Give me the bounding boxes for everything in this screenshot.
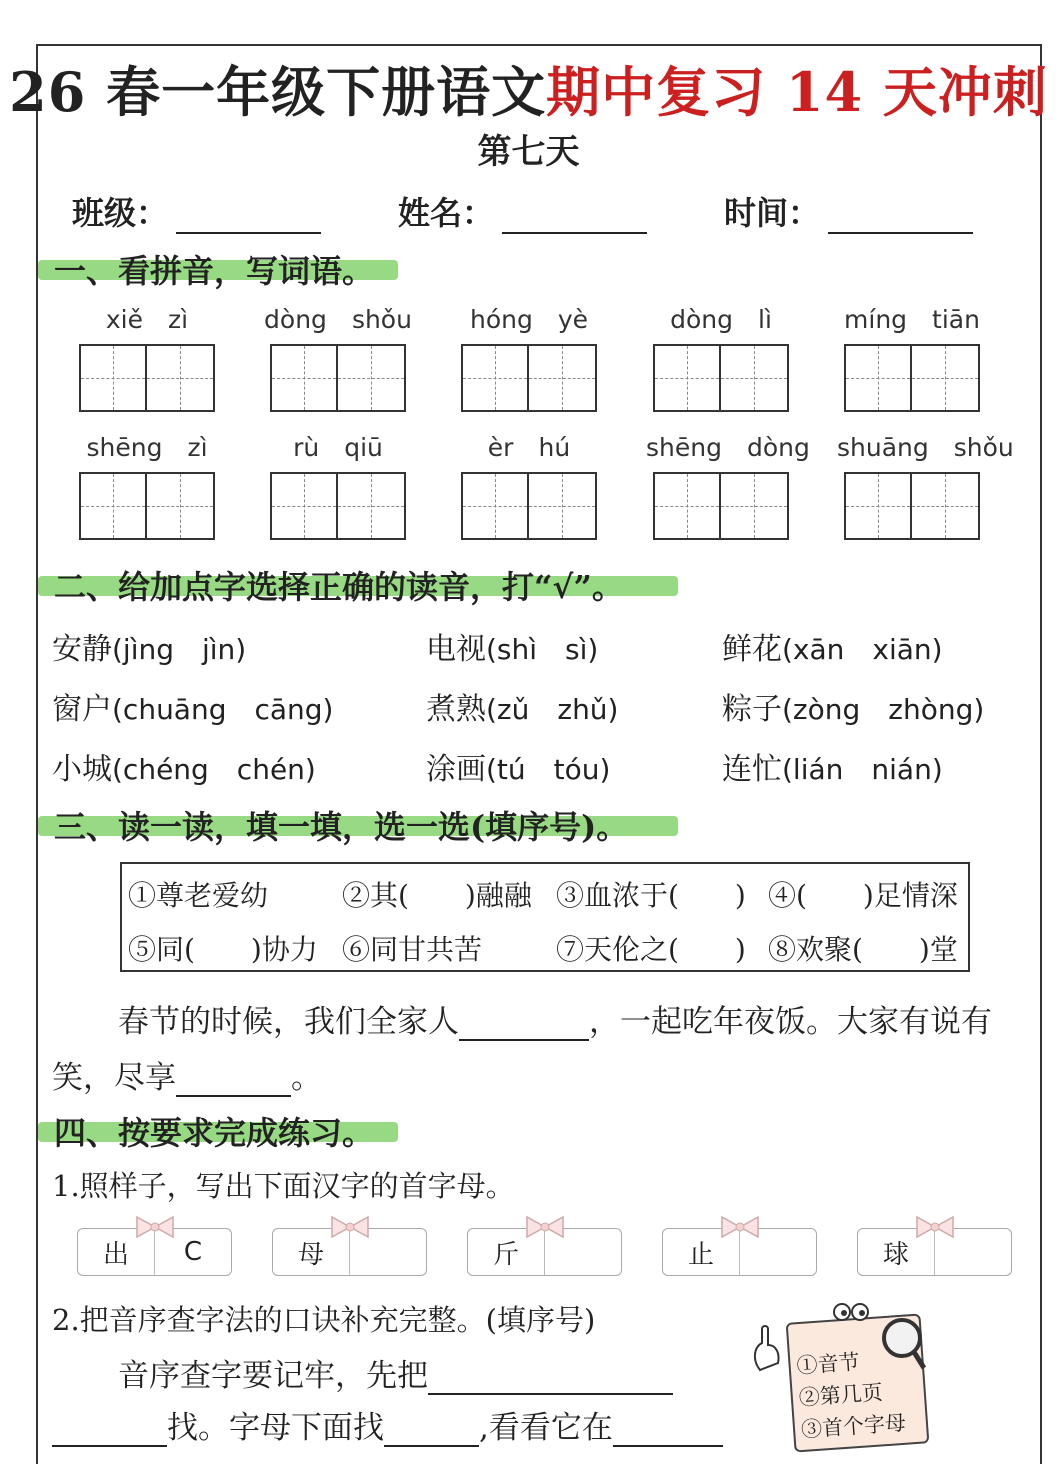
choice-word: 安静 bbox=[52, 632, 112, 667]
para-b: ，一起吃年夜饭。大家有说有 bbox=[589, 1004, 992, 1040]
pinyin-2: shǒu bbox=[953, 433, 1014, 462]
bow-icon bbox=[328, 1214, 372, 1240]
rhyme-line2 bbox=[52, 1402, 723, 1447]
rhyme-b: 找。字母下面找 bbox=[167, 1410, 384, 1446]
pinyin-2: dòng bbox=[746, 433, 810, 462]
pinyin-1: dòng bbox=[264, 305, 327, 334]
tianzige-cell[interactable] bbox=[653, 344, 721, 412]
tianzige-cell[interactable] bbox=[912, 472, 980, 540]
tianzige-cell[interactable] bbox=[79, 344, 147, 412]
idiom-option: ②其( )融融 bbox=[342, 879, 532, 912]
choice-word: 电视 bbox=[426, 632, 486, 667]
pinyin-2: yè bbox=[557, 305, 589, 334]
pinyin-label bbox=[263, 428, 413, 464]
choice-word: 连忙 bbox=[722, 752, 782, 787]
tianzige-cell[interactable] bbox=[338, 472, 406, 540]
name-blank[interactable] bbox=[502, 202, 647, 234]
section1-title: 一、看拼音，写词语。 bbox=[54, 246, 374, 292]
pinyin-1: dòng bbox=[670, 305, 733, 334]
tianzige-cell[interactable] bbox=[529, 344, 597, 412]
reading-choice[interactable] bbox=[52, 624, 246, 668]
choice-options[interactable]: (shì sì) bbox=[486, 633, 599, 666]
tianzige-cell[interactable] bbox=[270, 344, 338, 412]
pinyin-1: míng bbox=[844, 305, 908, 334]
idiom-option: ③血浓于( ) bbox=[556, 879, 746, 912]
writing-boxes bbox=[461, 344, 597, 412]
class-blank[interactable] bbox=[176, 202, 321, 234]
pinyin-label bbox=[646, 300, 796, 336]
pinyin-label bbox=[263, 300, 413, 336]
tianzige-cell[interactable] bbox=[721, 472, 789, 540]
tianzige-cell[interactable] bbox=[270, 472, 338, 540]
tianzige-cell[interactable] bbox=[844, 344, 912, 412]
choice-options[interactable]: (chuāng cāng) bbox=[112, 693, 334, 726]
pinyin-2: zì bbox=[187, 433, 208, 462]
rhyme-blank4[interactable] bbox=[613, 1415, 723, 1447]
para-d: 。 bbox=[291, 1060, 322, 1096]
bow-icon bbox=[913, 1214, 957, 1240]
name-label: 姓名： bbox=[398, 194, 495, 232]
time-field bbox=[724, 188, 973, 234]
writing-boxes bbox=[79, 344, 215, 412]
choice-options[interactable]: (chéng chén) bbox=[112, 753, 316, 786]
q2-text: 2.把音序查字法的口诀补充完整。(填序号) bbox=[52, 1303, 596, 1337]
card-char: 母 bbox=[297, 1239, 324, 1270]
pinyin-label bbox=[837, 428, 1014, 464]
choice-word: 涂画 bbox=[426, 752, 486, 787]
name-field bbox=[398, 188, 647, 234]
bow-icon bbox=[718, 1214, 762, 1240]
tianzige-cell[interactable] bbox=[338, 344, 406, 412]
card-char: 止 bbox=[687, 1239, 714, 1270]
page-title bbox=[0, 50, 1057, 127]
card-char: 斤 bbox=[492, 1239, 519, 1270]
choice-options[interactable]: (xān xiān) bbox=[782, 633, 943, 666]
card-answer[interactable]: C bbox=[154, 1229, 231, 1275]
tianzige-cell[interactable] bbox=[529, 472, 597, 540]
choice-word: 鲜花 bbox=[722, 632, 782, 667]
reading-choice[interactable] bbox=[52, 684, 334, 728]
book-option-2: ②第几页 bbox=[798, 1380, 884, 1411]
choice-options[interactable]: (jìng jìn) bbox=[112, 633, 247, 666]
idiom-option: ①尊老爱幼 bbox=[128, 879, 269, 912]
tianzige-cell[interactable] bbox=[844, 472, 912, 540]
section2-title: 二、给加点字选择正确的读音，打“√”。 bbox=[54, 562, 624, 608]
card-char: 球 bbox=[882, 1239, 909, 1270]
idiom-option: ⑤同( )协力 bbox=[128, 933, 318, 966]
pinyin-1: shēng bbox=[646, 433, 722, 462]
pinyin-label bbox=[837, 300, 987, 336]
magnifier-icon bbox=[820, 1300, 930, 1370]
pinyin-1: xiě bbox=[105, 305, 144, 334]
reading-choice[interactable] bbox=[426, 744, 610, 788]
pinyin-1: hóng bbox=[469, 305, 533, 334]
writing-boxes bbox=[844, 344, 980, 412]
time-blank[interactable] bbox=[828, 202, 973, 234]
pointing-hand-icon bbox=[748, 1325, 788, 1375]
section3-title: 三、读一读，填一填，选一选(填序号)。 bbox=[54, 802, 628, 848]
para-blank2[interactable] bbox=[176, 1065, 291, 1097]
pinyin-label bbox=[454, 300, 604, 336]
book-option-3: ③首个字母 bbox=[800, 1410, 907, 1443]
pinyin-label bbox=[454, 428, 604, 464]
rhyme-blank2[interactable] bbox=[52, 1415, 167, 1447]
pinyin-2: qiū bbox=[344, 433, 383, 462]
writing-boxes bbox=[653, 472, 789, 540]
idiom-option: ⑦天伦之( ) bbox=[556, 933, 746, 966]
pinyin-2: tiān bbox=[932, 305, 980, 334]
class-label: 班级： bbox=[72, 194, 169, 232]
choice-word: 粽子 bbox=[722, 692, 782, 727]
page-subtitle: 第七天 bbox=[477, 132, 580, 172]
writing-boxes bbox=[653, 344, 789, 412]
pinyin-2: hú bbox=[538, 433, 571, 462]
class-field bbox=[72, 188, 321, 234]
pinyin-2: shǒu bbox=[351, 305, 412, 334]
reading-choice[interactable] bbox=[722, 624, 943, 668]
idiom-option: ⑥同甘共苦 bbox=[342, 933, 483, 966]
rhyme-a: 音序查字要记牢，先把 bbox=[118, 1358, 428, 1394]
reading-choice[interactable] bbox=[52, 744, 316, 788]
writing-boxes bbox=[461, 472, 597, 540]
writing-boxes bbox=[79, 472, 215, 540]
reading-choice[interactable] bbox=[722, 684, 984, 728]
choice-word: 煮熟 bbox=[426, 692, 486, 727]
pinyin-2: zì bbox=[168, 305, 189, 334]
tianzige-cell[interactable] bbox=[721, 344, 789, 412]
reading-choice[interactable] bbox=[426, 684, 618, 728]
pinyin-2: lì bbox=[758, 305, 772, 334]
para-a: 春节的时候，我们全家人 bbox=[118, 1004, 459, 1040]
pinyin-label bbox=[72, 300, 222, 336]
pinyin-label bbox=[646, 428, 810, 464]
rhyme-blank3[interactable] bbox=[384, 1415, 479, 1447]
choice-options[interactable]: (tú tóu) bbox=[486, 753, 611, 786]
book-option-1: ①音节 bbox=[795, 1349, 861, 1379]
pinyin-1: rù bbox=[293, 433, 320, 462]
time-label: 时间： bbox=[724, 194, 821, 232]
tianzige-cell[interactable] bbox=[147, 472, 215, 540]
para-blank1[interactable] bbox=[459, 1009, 589, 1041]
pinyin-1: èr bbox=[487, 433, 514, 462]
reading-choice[interactable] bbox=[426, 624, 598, 668]
writing-boxes bbox=[270, 472, 406, 540]
title-black: 26 春一年级下册语文 bbox=[9, 60, 547, 124]
tianzige-cell[interactable] bbox=[912, 344, 980, 412]
tianzige-cell[interactable] bbox=[653, 472, 721, 540]
rhyme-c: ,看看它在 bbox=[479, 1410, 613, 1446]
para-c: 笑，尽享 bbox=[52, 1060, 176, 1096]
bow-icon bbox=[133, 1214, 177, 1240]
reading-choice[interactable] bbox=[722, 744, 943, 788]
tianzige-cell[interactable] bbox=[79, 472, 147, 540]
bow-icon bbox=[523, 1214, 567, 1240]
choice-word: 窗户 bbox=[52, 692, 112, 727]
tianzige-cell[interactable] bbox=[461, 472, 529, 540]
choice-options[interactable]: (lián nián) bbox=[782, 753, 943, 786]
section4-title: 四、按要求完成练习。 bbox=[54, 1108, 374, 1154]
q1-text: 1.照样子，写出下面汉字的首字母。 bbox=[52, 1169, 515, 1203]
idiom-option: ⑧欢聚( )堂 bbox=[768, 933, 958, 966]
paragraph-line1 bbox=[118, 996, 992, 1041]
pinyin-1: shēng bbox=[86, 433, 163, 462]
idiom-option: ④( )足情深 bbox=[768, 879, 958, 912]
choice-word: 小城 bbox=[52, 752, 112, 787]
paragraph-line2 bbox=[52, 1052, 322, 1097]
writing-boxes bbox=[270, 344, 406, 412]
choice-options[interactable]: (zòng zhòng) bbox=[782, 693, 985, 726]
card-char: 出 bbox=[102, 1239, 129, 1270]
rhyme-blank1[interactable] bbox=[428, 1363, 673, 1395]
rhyme-line1 bbox=[118, 1350, 673, 1395]
tianzige-cell[interactable] bbox=[461, 344, 529, 412]
writing-boxes bbox=[844, 472, 980, 540]
pinyin-label bbox=[72, 428, 222, 464]
pinyin-1: shuāng bbox=[837, 433, 929, 462]
title-red: 期中复习 14 天冲刺 bbox=[546, 60, 1048, 124]
choice-options[interactable]: (zǔ zhǔ) bbox=[486, 693, 619, 726]
tianzige-cell[interactable] bbox=[147, 344, 215, 412]
